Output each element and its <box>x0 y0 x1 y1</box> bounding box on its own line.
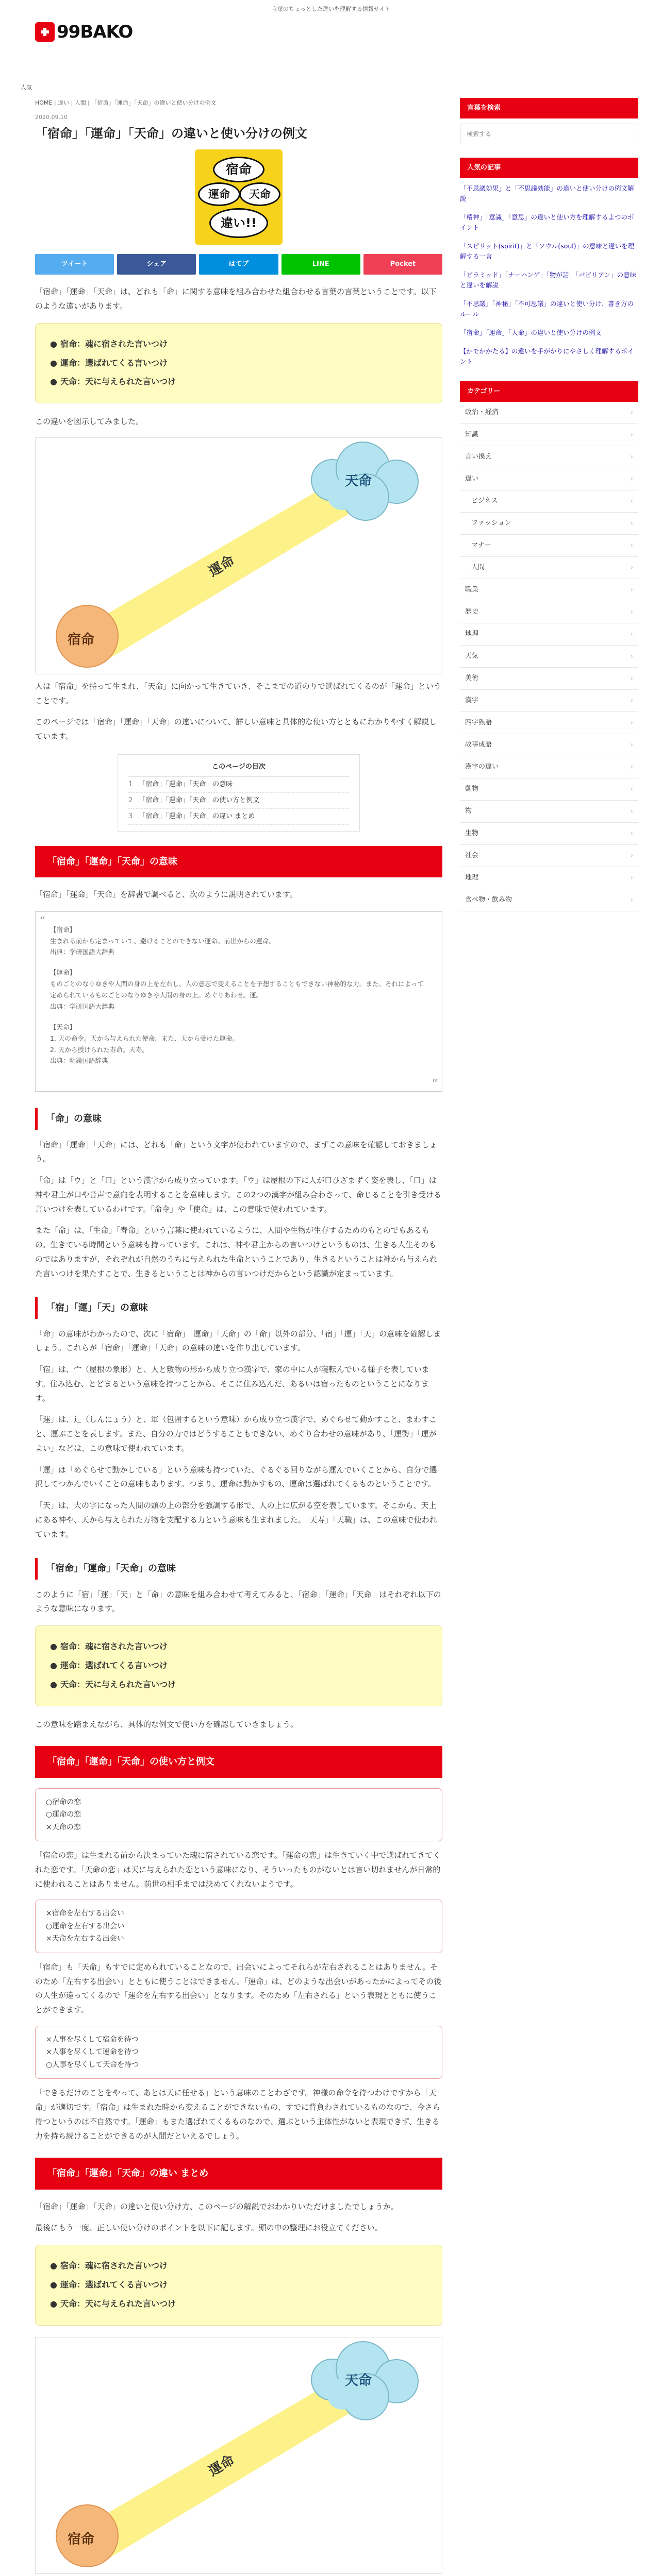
example-box: ×宿命を左右する出会い ○運命を左右する出会い ×天命を左右する出会い <box>35 1900 442 1953</box>
category-label: ビジネス <box>471 497 498 505</box>
toc-link[interactable]: 「宿命」「運命」「天命」の違い まとめ <box>139 812 255 820</box>
chevron-right-icon: › <box>630 697 633 705</box>
chevron-right-icon: › <box>630 497 633 506</box>
body-text: 「命」の意味がわかったので、次に「宿命」「運命」「天命」の「命」以外の部分、「宿」「運」「天」の意味を確認しましょう。これらが「宿命」「運命」「天命」の意味の違いを作り出しています。 <box>35 1329 441 1353</box>
summary-item: ● 天命：天に与えられた言いつけ <box>50 1675 427 1694</box>
body-text: この意味を踏まえながら、具体的な例文で使い方を確認していきましょう。 <box>35 1719 299 1729</box>
category-item[interactable] <box>460 801 638 823</box>
chevron-right-icon: › <box>630 608 633 617</box>
chevron-right-icon: › <box>630 741 633 750</box>
illus-lead: この違いを図示してみました。 <box>35 417 144 427</box>
chevron-right-icon: › <box>630 475 633 484</box>
body-text: 「天」は、大の字になった人間の頭の上の部分を強調する形で、人の上に広がる空を表しています。そこから、天上にある神や、天から与えられた万物を支配する力という意味も生まれました。「天寿」「天職」は、この意味で使われています。 <box>35 1501 437 1539</box>
category-item[interactable] <box>460 668 638 690</box>
summary-item: ● 天命：天に与えられた言いつけ <box>50 2295 427 2314</box>
illus-label-shukumei: 宿命 <box>68 2531 95 2547</box>
body-text: 最後にもう一度、正しい使い分けのポイントを以下に記します。頭の中の整理にお役立てください。 <box>35 2223 383 2233</box>
subsection-heading: 「宿」「運」「天」の意味 <box>35 1297 442 1318</box>
chevron-right-icon: › <box>630 652 633 661</box>
category-item[interactable] <box>460 557 638 579</box>
popular-link[interactable]: 「スピリット(spirit)」と「ソウル(soul)」の意味と違いを理解する一言 <box>460 242 635 261</box>
popular-link[interactable]: 「不思議」「神秘」「不可思議」の違いと使い分け、書き方のルール <box>460 300 634 318</box>
popular-list <box>460 183 638 367</box>
eyecatch-word-4: 違い!! <box>209 208 268 238</box>
category-item[interactable] <box>460 513 638 535</box>
category-label: ファッション <box>471 519 511 528</box>
example-box: ×人事を尽くして宿命を待つ ×人事を尽くして運命を待つ ○人事を尽くして天命を待つ <box>35 2026 442 2079</box>
category-label: 歴史 <box>465 608 479 616</box>
category-item[interactable] <box>460 623 638 646</box>
subsection-heading: 「宿命」「運命」「天命」の意味 <box>35 1558 442 1579</box>
category-item[interactable] <box>460 468 638 490</box>
share-twitter-button[interactable]: ツイート <box>35 254 114 275</box>
dict-lead: 「宿命」「運命」「天命」を辞書で調べると、次のように説明されています。 <box>35 889 297 899</box>
category-heading: カテゴリー <box>460 381 638 402</box>
category-item[interactable] <box>460 867 638 889</box>
section-heading: 「宿命」「運命」「天命」の違い まとめ <box>35 2158 442 2189</box>
category-label: 四字熟語 <box>465 719 492 727</box>
illustration-svg <box>36 438 442 674</box>
category-label: 政治・経済 <box>465 409 499 417</box>
toc-item[interactable]: 2 「宿命」「運命」「天命」の使い方と例文 <box>128 793 349 809</box>
search-input[interactable] <box>467 130 632 138</box>
post-date: 2020.09.10 <box>35 114 68 121</box>
summary-item: ● 運命：選ばれてくる言いつけ <box>50 2276 427 2295</box>
category-label: 人間 <box>471 564 485 572</box>
illus-caption-2: このページでは「宿命」「運命」「天命」の違いについて、詳しい意味と具体的な使い方とともにわかりやすく解説しています。 <box>35 717 437 741</box>
category-item[interactable] <box>460 579 638 601</box>
category-item[interactable] <box>460 601 638 623</box>
site-logo[interactable] <box>35 20 133 44</box>
chevron-right-icon: › <box>630 674 633 683</box>
dictionary-quote <box>35 911 442 1092</box>
share-hatena-button[interactable]: はてブ <box>199 254 278 275</box>
category-label: 地理 <box>465 630 479 638</box>
body-text: 「宿命」「運命」「天命」の違いと使い分け方、このページの解説でおわかりいただけましたでしょうか。 <box>35 2201 399 2211</box>
body-text: このように「宿」「運」「天」と「命」の意味を組み合わせて考えてみると、「宿命」「運命」「天命」はそれぞれ以下のような意味になります。 <box>35 1589 441 1614</box>
table-of-contents <box>118 754 360 832</box>
illustration-svg <box>36 2337 442 2574</box>
logo-text: 99BAKO <box>57 21 133 42</box>
category-label: 食べ物・飲み物 <box>465 896 512 904</box>
section-heading: 「宿命」「運命」「天命」の使い方と例文 <box>35 1746 442 1777</box>
category-label: 物 <box>465 807 472 816</box>
summary-item: ● 宿命：魂に宿された言いつけ <box>50 1637 427 1656</box>
chevron-right-icon: › <box>630 852 633 860</box>
chevron-right-icon: › <box>630 409 633 417</box>
category-label: 漢字 <box>465 697 479 705</box>
article <box>35 98 442 2576</box>
category-item[interactable] <box>460 778 638 801</box>
eyecatch-word-1: 宿命 <box>213 157 264 182</box>
summary-box <box>35 1625 442 1706</box>
popular-link[interactable]: 「宿命」「運命」「天命」の違いと使い分けの例文 <box>460 329 602 337</box>
sidebar <box>460 98 638 911</box>
body-text: 「命」は「ウ」と「口」という漢字から成り立っています。「ウ」は屋根の下に人が口ひざまずく姿を表し、「口」は神や君主が口や音声で意向を表明することを意味します。この2つの漢字が組み合わさって、命じることを引き受ける言いつけを表しているわけです。「命令」や「使命」は、この意味で使われています。 <box>35 1176 442 1214</box>
quote-entry: 【宿命】 生まれる前から定まっていて、避けることのできない運命。前世からの運命。 出典：学研国語大辞典 <box>50 925 276 956</box>
illus-label-unmei: 運命 <box>206 552 238 580</box>
chevron-right-icon: › <box>630 453 633 462</box>
chevron-right-icon: › <box>630 807 633 816</box>
nav-popular[interactable]: 人気 <box>21 84 32 91</box>
illus-label-shukumei: 宿命 <box>68 632 95 648</box>
breadcrumb[interactable]: HOME | 違い | 人間 | 「宿命」「運命」「天命」の違いと使い分けの例文 <box>35 99 217 106</box>
popular-link[interactable]: 「ピラミッド」「ナーハンゲ」「物が話」「パビリアン」の意味と違いを解説 <box>460 271 637 290</box>
category-label: 違い <box>465 475 479 483</box>
category-label: 社会 <box>465 852 479 860</box>
eyecatch-word-3: 天命 <box>239 182 280 206</box>
body-text: 「宿」は、宀（屋根の象形）と、人と敷物の形から成り立つ漢字で、家の中に人が寝転んでいる様子を表しています。住み込む、とどまるという意味を持つことから、そこに住み込んだ、あるいは宿ったものということになります。 <box>35 1365 429 1403</box>
illus-label-tenmei: 天命 <box>345 473 372 489</box>
popular-link[interactable]: 「不思議効果」と「不思議効能」の違いと使い分けの例文解説 <box>460 184 634 203</box>
chevron-right-icon: › <box>630 874 633 883</box>
category-item[interactable] <box>460 446 638 468</box>
chevron-right-icon: › <box>630 763 633 772</box>
body-text: 「宿命の恋」は生まれる前から決まっていた魂に宿されている恋です。「運命の恋」は生きていく中で選ばれてきてくれた恋です。「天命の恋」は天に与えられた恋という意味になり、そういったものがないとは言い切れませんが日常的に使われることはありません。前世の相手までは決めてくれないようです。 <box>35 1851 441 1889</box>
category-item[interactable] <box>460 535 638 557</box>
body-text: 「運」は、辶（しんにょう）と、軍（包囲するという意味）から成り立つ漢字で、めぐらせて動かすこと、まわすこと、運ぶことを表します。また、自分の力ではどうすることもできない、めぐり合わせの意味があり、「運勢」「運がよい」などは、この意味で使われています。 <box>35 1415 437 1453</box>
illus-label-unmei: 運命 <box>206 2452 238 2479</box>
share-facebook-button[interactable]: シェア <box>117 254 196 275</box>
body-text: また「命」は、「生命」「寿命」という言葉に使われているように、人間や生物が生存するためのもとのでもあるもの。生きている時間という意味も持っています。これは、神や君主からの言いつけというものは、生きる人生そのものではありますが、それぞれが自然のうちに与えられた生命ということであり、生きるということは神から与えられた言いつけを果たすことで、生きるということは神からの言いつけだからという認識が定まっています。 <box>35 1226 438 1278</box>
category-label: 言い換え <box>465 453 492 461</box>
category-item[interactable] <box>460 424 638 446</box>
chevron-right-icon: › <box>630 719 633 727</box>
category-list <box>460 402 638 911</box>
category-item[interactable] <box>460 490 638 513</box>
category-label: 天気 <box>465 652 479 660</box>
site-tagline: 言葉のちょっとした違いを理解する情報サイト <box>271 6 391 12</box>
chevron-right-icon: › <box>630 541 633 550</box>
chevron-right-icon: › <box>630 564 633 572</box>
section-heading: 「宿命」「運命」「天命」の意味 <box>35 846 442 877</box>
quote-entry: 【天命】 1. 天の命令。天から与えられた使命。また、天から受けた運命。 2. 天から授けられた寿命。天寿。 出典：明鏡国語辞典 <box>50 1023 239 1065</box>
chevron-right-icon: › <box>630 896 633 905</box>
category-item[interactable] <box>460 712 638 734</box>
eyecatch-word-2: 運命 <box>198 182 240 206</box>
category-item[interactable] <box>460 690 638 712</box>
chevron-right-icon: › <box>630 785 633 794</box>
page-title: 「宿命」「運命」「天命」の違いと使い分けの例文 <box>35 126 307 141</box>
popular-link[interactable]: 【かでかかたる】の違いを手がかりにやさしく理解するポイント <box>460 347 634 366</box>
category-label: 知識 <box>465 431 479 439</box>
toc-item[interactable]: 1 「宿命」「運命」「天命」の意味 <box>128 777 349 793</box>
search-heading: 言葉を検索 <box>460 98 638 118</box>
toc-link[interactable]: 「宿命」「運命」「天命」の意味 <box>139 780 233 788</box>
intro-text: 「宿命」「運命」「天命」は、どれも「命」に関する意味を組み合わせた組合わせる言葉の言葉ということです。以下のような違いがあります。 <box>35 287 437 311</box>
toc-link[interactable]: 「宿命」「運命」「天命」の使い方と例文 <box>139 796 260 804</box>
example-box: ○宿命の恋 ○運命の恋 ×天命の恋 <box>35 1788 442 1842</box>
fate-illustration <box>35 2337 442 2574</box>
quote-entry: 【運命】 ものごとのなりゆきや人間の身の上を左右し、人の意志で変えることを予想することもできない神秘的な力。また、それによって定められているものごとのなりゆきや人間の身の上。めぐりあわせ。運。 出典：学研国語大辞典 <box>50 969 424 1010</box>
body-text: 「宿命」「運命」「天命」には、どれも「命」という文字が使われていますので、まずこの意味を確認しておきましょう。 <box>35 1140 437 1164</box>
subsection-heading: 「命」の意味 <box>35 1108 442 1129</box>
chevron-right-icon: › <box>630 829 633 838</box>
popular-heading: 人気の記事 <box>460 158 638 178</box>
category-item[interactable] <box>460 646 638 668</box>
chevron-right-icon: › <box>630 519 633 528</box>
summary-item: ● 宿命：魂に宿された言いつけ <box>50 335 427 354</box>
body-text: 「できるだけのことをやって、あとは天に任せる」という意味のことわざです。神様の命令を待つわけですから「天命」が適切です。「宿命」は生まれた時から変えることができないもの、すでに背負わされているものなので、今さら待つというのは不自然です。「運命」もまた選ばれてくるものなので、選ぶという主体性がないと表現できず、生きる力を持ち続けることができるのが人間だといえるでしょう。 <box>35 2088 440 2141</box>
illus-caption: 人は「宿命」を持って生まれ、「天命」に向かって生きていき、そこまでの道のりで選ばれてくるのが「運命」ということです。 <box>35 681 441 705</box>
category-item[interactable] <box>460 756 638 778</box>
summary-box <box>35 2245 442 2325</box>
category-label: 生物 <box>465 829 479 838</box>
category-item[interactable] <box>460 845 638 867</box>
quote-close-icon: ” <box>432 1077 438 1091</box>
chevron-right-icon: › <box>630 431 633 439</box>
category-label: 職業 <box>465 586 479 594</box>
summary-box <box>35 323 442 403</box>
category-item[interactable] <box>460 402 638 424</box>
category-label: 美術 <box>465 674 479 683</box>
toc-title: このページの目次 <box>128 761 349 777</box>
share-pocket-button[interactable]: Pocket <box>363 254 442 275</box>
category-label: マナー <box>471 541 492 550</box>
body-text: 「運」は「めぐらせて動かしている」という意味も持つていた、ぐるぐる回りながら運んでいくことから、自分で選択してつかんでいくことの意味もあります。つまり、運命は動かすもの、運命は選ばれてくるものということです。 <box>35 1465 437 1489</box>
body-text: 「宿命」も「天命」もすでに定められていることなので、出会いによってそれらが左右されることはありません。そのため「左右する出会い」とともに使うことはできません。「運命」は、どのような出会いがあったかによってその後の人生が違ってくるので「運命を左右する出会い」となります。そのため「左右される」という表現とともに使うことができます。 <box>35 1962 442 2015</box>
category-item[interactable] <box>460 823 638 845</box>
toc-item[interactable]: 3 「宿命」「運命」「天命」の違い まとめ <box>128 809 349 825</box>
chevron-right-icon: › <box>630 630 633 639</box>
fate-illustration <box>35 437 442 674</box>
summary-item: ● 運命：選ばれてくる言いつけ <box>50 354 427 373</box>
summary-item: ● 天命：天に与えられた言いつけ <box>50 372 427 392</box>
chevron-right-icon: › <box>630 586 633 595</box>
share-line-button[interactable]: LINE <box>282 254 360 275</box>
category-label: 故事成語 <box>465 741 492 749</box>
category-item[interactable] <box>460 734 638 756</box>
illus-label-tenmei: 天命 <box>345 2372 372 2388</box>
category-item[interactable] <box>460 889 638 911</box>
eyecatch-image <box>195 149 283 245</box>
category-label: 動物 <box>465 785 479 793</box>
summary-item: ● 宿命：魂に宿された言いつけ <box>50 2257 427 2276</box>
summary-item: ● 運命：選ばれてくる言いつけ <box>50 1656 427 1675</box>
popular-link[interactable]: 「精神」「意識」「意思」の違いと使い方を理解するよつのポイント <box>460 213 634 232</box>
quote-open-icon: “ <box>40 914 46 928</box>
search-box <box>460 124 638 144</box>
share-buttons <box>35 254 442 275</box>
logo-cross-icon <box>35 22 55 42</box>
category-label: 地理 <box>465 874 479 882</box>
category-label: 漢字の違い <box>465 763 499 771</box>
